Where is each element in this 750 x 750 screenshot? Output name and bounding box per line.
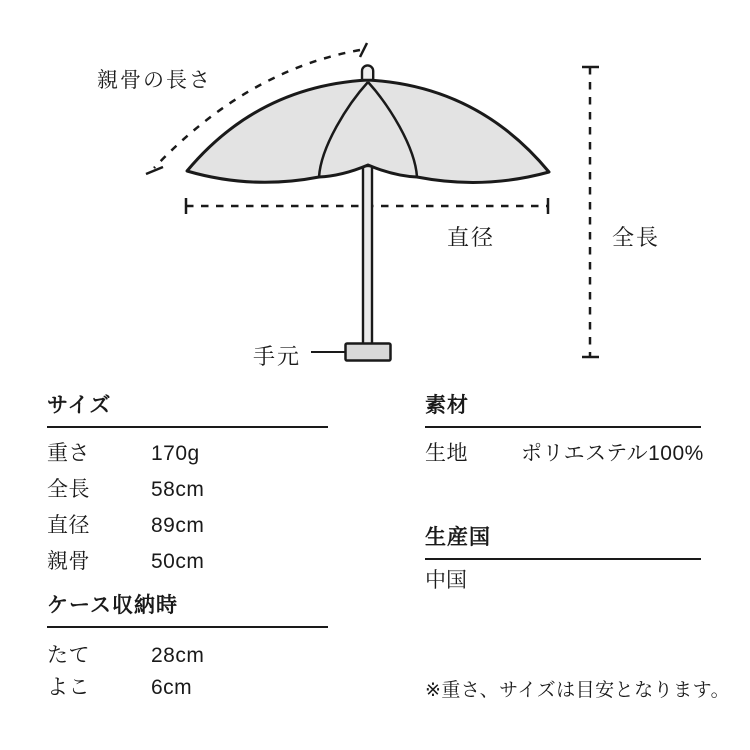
spec-value: ポリエステル100%: [521, 442, 704, 465]
umbrella-finial: [362, 65, 373, 80]
handle-label: 手元: [253, 344, 302, 369]
rib-length-label: 親骨の長さ: [97, 69, 212, 92]
size-section: [47, 394, 328, 587]
country-section: [425, 526, 701, 592]
case-section: [47, 594, 328, 709]
spec-row-case-width: [47, 677, 328, 699]
country-value: 中国: [425, 569, 467, 592]
spec-label: 親骨: [47, 550, 90, 573]
case-section-title: ケース収納時: [47, 594, 328, 628]
spec-label: 重さ: [47, 442, 90, 465]
diameter-label: 直径: [447, 225, 496, 250]
spec-label: 全長: [47, 478, 90, 501]
spec-row-fabric: [425, 442, 704, 465]
material-rows: [425, 442, 704, 465]
size-section-title: サイズ: [47, 394, 328, 428]
spec-label: よこ: [47, 676, 90, 699]
case-rows: [47, 645, 328, 699]
spec-row-diameter: [47, 515, 328, 537]
spec-value: 170g: [151, 442, 200, 465]
umbrella-shaft: [363, 166, 372, 344]
spec-label: たて: [47, 644, 90, 667]
spec-value: 6cm: [151, 676, 193, 699]
spec-value: 89cm: [151, 514, 205, 537]
spec-row-total-length: [47, 479, 328, 501]
spec-value: 58cm: [151, 478, 205, 501]
spec-row-weight: [47, 443, 328, 465]
spec-label: 直径: [47, 514, 90, 537]
material-section: [425, 394, 704, 479]
country-section-title: 生産国: [425, 526, 701, 560]
spec-value: 28cm: [151, 644, 205, 667]
spec-row-rib: [47, 551, 328, 573]
disclaimer-note: ※重さ、サイズは目安となります。: [425, 680, 731, 701]
size-rows: [47, 443, 328, 573]
spec-label: 生地: [425, 442, 468, 465]
umbrella-handle: [346, 344, 391, 361]
total-length-label: 全長: [612, 225, 661, 250]
material-section-title: 素材: [425, 394, 701, 428]
total-length-measure-line: [582, 67, 599, 357]
spec-row-case-height: [47, 645, 328, 667]
spec-value: 50cm: [151, 550, 205, 573]
